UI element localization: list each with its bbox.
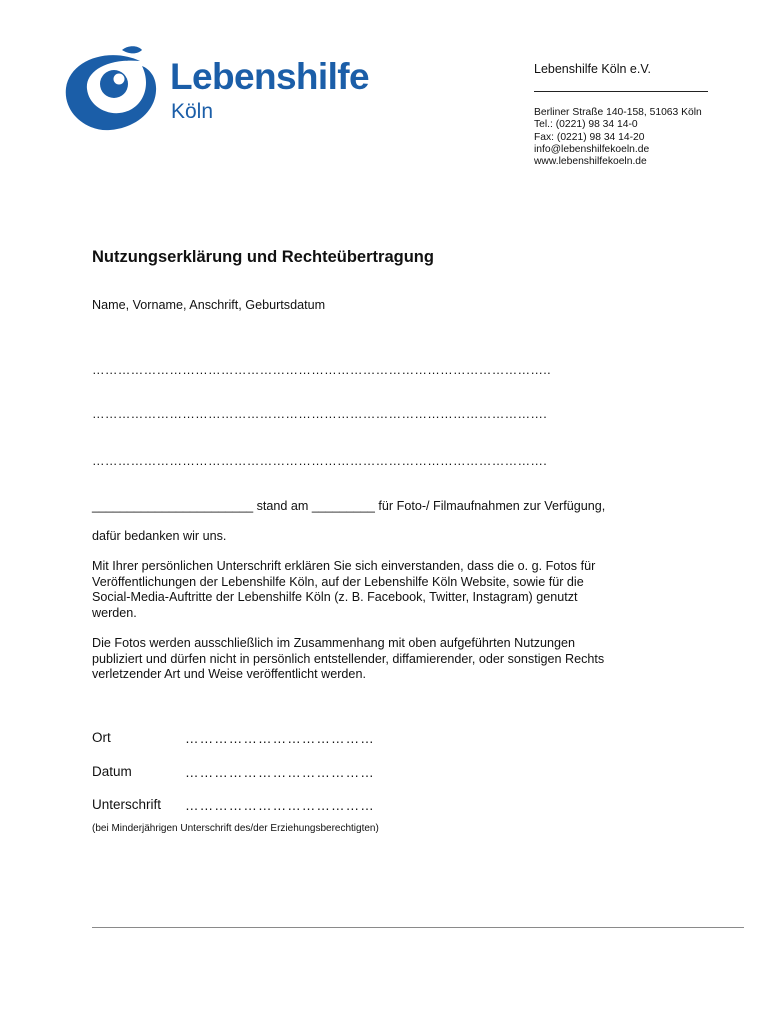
consent-line: Social-Media-Auftritte der Lebenshilfe Köln (z. B. Facebook, Twitter, Instagram) genutzt (92, 590, 578, 605)
logo-city: Köln (171, 100, 214, 123)
date-label: Datum (92, 764, 132, 779)
consent-line: Veröffentlichungen der Lebenshilfe Köln, auf der Lebenshilfe Köln Website, sowie für die (92, 574, 584, 589)
name-fill-line-3[interactable]: ……………………………………………………………………………………………. (92, 454, 548, 468)
place-field[interactable]: ………………………………… (185, 731, 375, 746)
signature-field[interactable]: ………………………………… (185, 798, 375, 813)
consent-line: werden. (92, 605, 137, 620)
name-fill-line-1[interactable]: …………………………………………………………………………………………….. (92, 363, 551, 377)
date-field[interactable]: ………………………………… (185, 765, 375, 780)
footer-divider (92, 927, 744, 928)
availability-line[interactable]: _______________________ stand am _________ für Foto-/ Filmaufnahmen zur Verfügung, (92, 499, 606, 513)
usage-paragraph (92, 636, 604, 683)
signature-label: Unterschrift (92, 797, 162, 812)
consent-line: Mit Ihrer persönlichen Unterschrift erklären Sie sich einverstanden, dass die o. g. Fotos für (92, 559, 596, 573)
guardian-note: (bei Minderjährigen Unterschrift des/der Erziehungsberechtigten) (92, 823, 379, 834)
contact-tel: Tel.: (0221) 98 34 14-0 (534, 119, 638, 131)
thanks-text: dafür bedanken wir uns. (92, 529, 227, 543)
contact-email: info@lebenshilfekoeln.de (534, 143, 650, 155)
header-divider (534, 91, 708, 92)
contact-fax: Fax: (0221) 98 34 14-20 (534, 131, 645, 143)
usage-line: Die Fotos werden ausschließlich im Zusammenhang mit oben aufgeführten Nutzungen (92, 636, 576, 650)
name-fill-line-2[interactable]: ……………………………………………………………………………………………. (92, 407, 548, 421)
usage-line: verletzender Art und Weise veröffentlicht werden. (92, 667, 366, 682)
usage-line: publiziert und dürfen nicht in persönlich entstellender, diffamierender, oder sonstigen Rechts (92, 651, 605, 666)
contact-website: www.lebenshilfekoeln.de (534, 156, 647, 168)
place-label: Ort (92, 730, 111, 745)
name-field-label: Name, Vorname, Anschrift, Geburtsdatum (92, 298, 326, 312)
contact-block (534, 107, 702, 168)
contact-address: Berliner Straße 140-158, 51063 Köln (534, 107, 702, 118)
organization-name: Lebenshilfe Köln e.V. (534, 62, 651, 76)
consent-paragraph (92, 559, 595, 621)
logo-wordmark: Lebenshilfe (170, 56, 369, 97)
lebenshilfe-logo-icon (62, 44, 162, 134)
document-title: Nutzungserklärung und Rechteübertragung (92, 248, 434, 266)
